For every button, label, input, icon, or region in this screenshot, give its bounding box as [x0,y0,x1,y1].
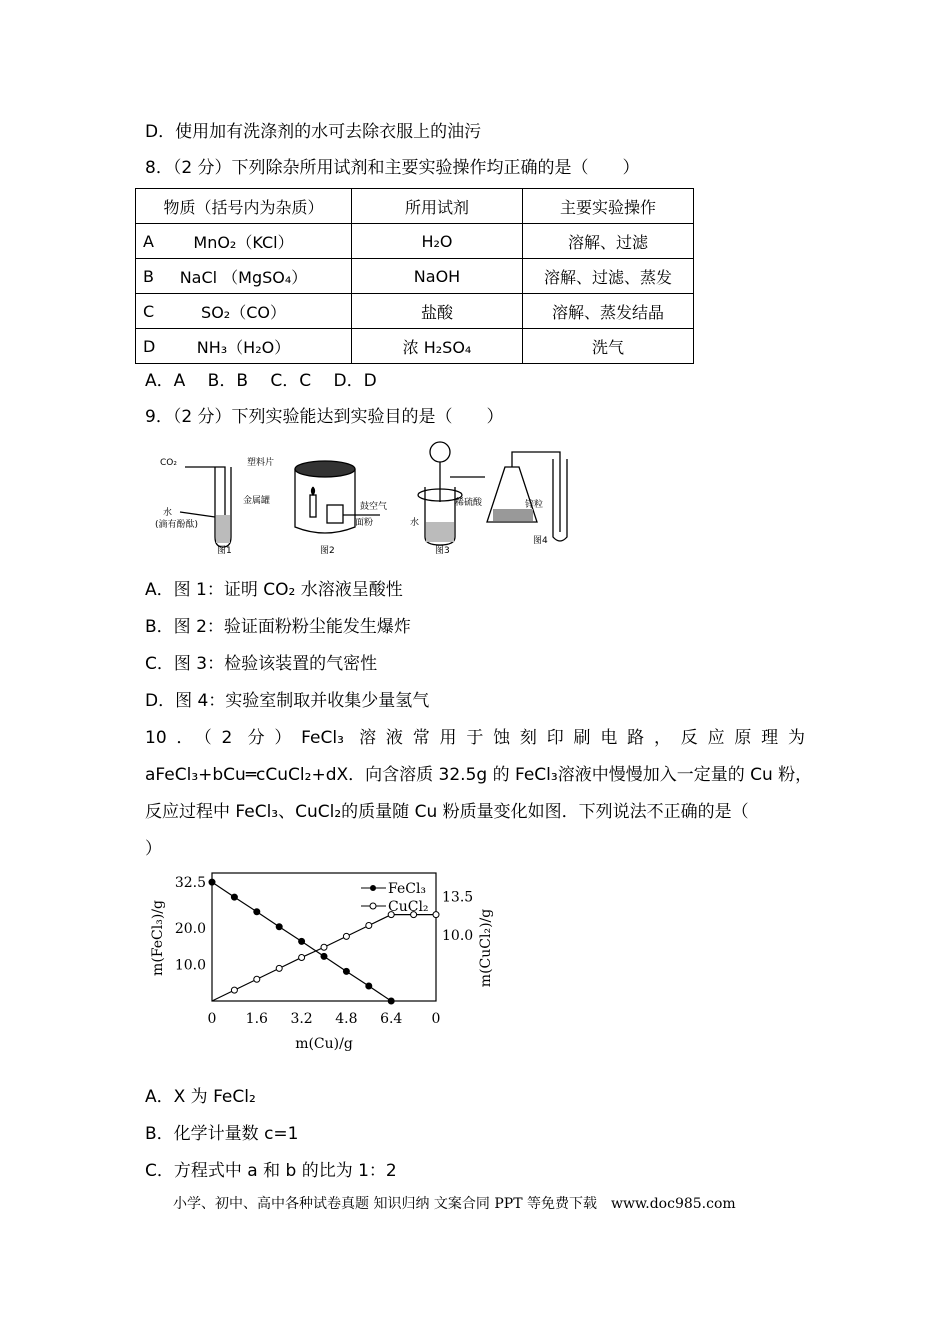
q7-option-d: D．使用加有洗涤剂的水可去除衣服上的油污 [145,122,482,142]
substance-text: MnO₂（KCl） [193,232,294,252]
row-reagent: 浓 H₂SO₄ [352,329,523,364]
row-reagent: 盐酸 [352,294,523,329]
q9-apparatus-figure [155,437,585,557]
data-point-cucl2 [343,933,349,939]
q9-option-b: B．图 2：验证面粉粉尘能发生爆炸 [145,617,411,637]
y-tick-label-left: 32.5 [174,875,206,892]
fig2-metal-can [243,456,387,556]
page-footer: 小学、初中、高中各种试卷真题 知识归纳 文案合同 PPT 等免费下载 www.doc985.com [173,1196,736,1212]
data-point-cucl2 [433,912,439,918]
data-point-fecl3 [299,938,305,944]
q8-choices: A．A B．B C．C D．D [145,371,377,391]
fig3-water-label: 水 [410,518,420,528]
data-point-cucl2 [366,922,372,928]
header-operation: 主要实验操作 [523,189,694,224]
fig1-caption: 图1 [217,546,232,556]
table-row [136,259,694,294]
row-label: C [143,302,155,321]
data-point-cucl2 [299,954,305,960]
fig4-caption: 图4 [533,536,548,546]
fig2-caption: 图2 [320,546,335,556]
x-tick-label: 0 [431,1011,441,1027]
table-header-row [136,189,694,224]
row-substance [136,259,352,294]
substance-text: SO₂（CO） [201,302,286,322]
x-axis-label: m(Cu)/g [295,1036,353,1052]
data-point-cucl2 [276,965,282,971]
row-substance [136,294,352,329]
data-point-fecl3 [321,953,327,959]
row-operation: 溶解、过滤 [523,224,694,259]
q9-option-d: D．图 4：实验室制取并收集少量氢气 [145,691,430,711]
fig4-zinc-label: 锌粒 [525,500,544,510]
row-label: A [143,232,154,251]
fig2-air-label: 鼓空气 [360,502,388,512]
fig3-acid-label: 稀硫酸 [455,498,483,508]
row-operation: 洗气 [523,329,694,364]
q10-stem-line2: aFeCl₃+bCu═cCuCl₂+dX．向含溶质 32.5g 的 FeCl₃溶液中慢慢加入一定量的 Cu 粉， [145,765,813,785]
header-reagent: 所用试剂 [352,189,523,224]
data-point-fecl3 [231,894,237,900]
fig1-test-tube [155,458,232,556]
legend-fecl3: FeCl₃ [388,881,427,897]
table-row [136,224,694,259]
q10-option-c: C．方程式中 a 和 b 的比为 1：2 [145,1161,397,1181]
row-reagent: H₂O [352,224,523,259]
q10-chart [148,868,508,1058]
x-tick-label: 0 [207,1011,217,1027]
q10-stem-line3: 反应过程中 FeCl₃、CuCl₂的质量随 Cu 粉质量变化如图．下列说法不正确的是（ [145,802,749,822]
fig4-hydrogen-setup [487,452,567,546]
legend-marker-filled [370,885,376,891]
fig2-plastic-label: 塑料片 [247,458,275,468]
fig1-water-label: 水 [163,508,173,518]
q9-option-a: A．图 1：证明 CO₂ 水溶液呈酸性 [145,580,403,600]
header-substance: 物质（括号内为杂质） [136,189,352,224]
table-row [136,329,694,364]
row-operation: 溶解、过滤、蒸发 [523,259,694,294]
data-point-fecl3 [254,909,260,915]
q10-option-b: B．化学计量数 c=1 [145,1124,299,1144]
fig1-co2-label: CO₂ [160,458,177,468]
table-row [136,294,694,329]
legend-cucl2: CuCl₂ [388,899,429,915]
x-tick-label: 3.2 [290,1011,313,1027]
row-substance [136,329,352,364]
y-axis-label-left: m(FeCl₃)/g [150,900,166,976]
substance-text: NH₃（H₂O） [196,337,291,357]
y-tick-label-left: 10.0 [174,957,206,974]
fig2-flour-label: 面粉 [355,518,374,528]
y-tick-label-right: 10.0 [442,928,474,944]
data-point-fecl3 [388,998,394,1004]
row-operation: 溶解、蒸发结晶 [523,294,694,329]
x-tick-label: 6.4 [380,1011,403,1027]
row-label: B [143,267,154,286]
y-axis-label-right: m(CuCl₂)/g [478,908,494,988]
data-point-cucl2 [231,987,237,993]
q8-stem: 8．（2 分）下列除杂所用试剂和主要实验操作均正确的是（ ） [145,158,640,178]
q10-stem-line4: ） [145,839,162,859]
substance-text: NaCl （MgSO₄） [179,267,308,287]
data-point-fecl3 [209,879,215,885]
row-label: D [143,337,156,356]
row-substance [136,224,352,259]
data-point-fecl3 [366,983,372,989]
q10-option-a: A．X 为 FeCl₂ [145,1087,256,1107]
data-point-cucl2 [321,944,327,950]
data-point-cucl2 [254,976,260,982]
q10-stem-line1: 10．（2 分）FeCl₃ 溶液常用于蚀刻印刷电路，反应原理为 [145,728,805,748]
q8-table [135,188,694,364]
fig3-gas-tightness [410,442,485,556]
y-tick-label-left: 20.0 [174,920,206,937]
x-tick-label: 4.8 [335,1011,358,1027]
data-point-fecl3 [276,924,282,930]
chart-legend [361,881,429,915]
data-point-fecl3 [343,968,349,974]
fig2-can-label: 金属罐 [243,496,271,506]
fig1-note-label: (滴有酚酞) [155,520,199,530]
y-tick-label-right: 13.5 [442,889,474,906]
legend-marker-open [370,903,376,909]
fig3-caption: 图3 [435,546,450,556]
q9-option-c: C．图 3：检验该装置的气密性 [145,654,378,674]
x-tick-label: 1.6 [245,1011,268,1027]
row-reagent: NaOH [352,259,523,294]
q9-stem: 9．（2 分）下列实验能达到实验目的是（ ） [145,407,504,427]
